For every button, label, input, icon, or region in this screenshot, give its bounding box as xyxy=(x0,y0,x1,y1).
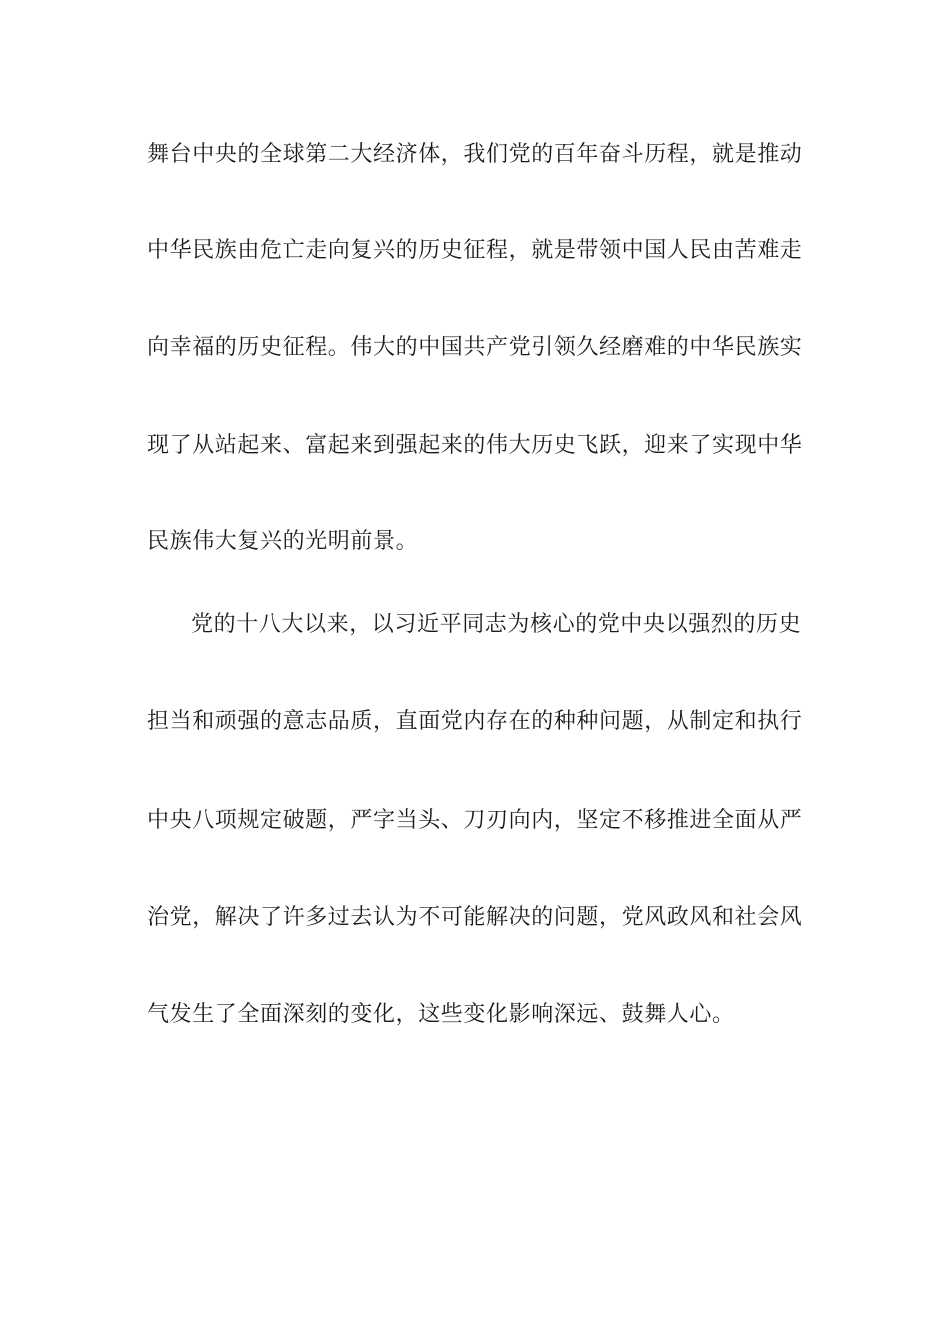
paragraph-1-line-4: 现了从站起来、富起来到强起来的伟大历史飞跃，迎来了实现中华 xyxy=(147,433,803,458)
paragraph-1-line-2: 中华民族由危亡走向复兴的历史征程，就是带领中国人民由苦难走 xyxy=(147,238,803,263)
paragraph-1-line-3: 向幸福的历史征程。伟大的中国共产党引领久经磨难的中华民族实 xyxy=(147,335,803,360)
paragraph-2-line-5: 气发生了全面深刻的变化，这些变化影响深远、鼓舞人心。 xyxy=(147,1002,735,1027)
paragraph-1-line-5: 民族伟大复兴的光明前景。 xyxy=(147,529,419,554)
paragraph-1-line-1: 舞台中央的全球第二大经济体，我们党的百年奋斗历程，就是推动 xyxy=(147,142,803,167)
paragraph-2-line-3: 中央八项规定破题，严字当头、刀刃向内，坚定不移推进全面从严 xyxy=(147,808,803,833)
paragraph-2-line-4: 治党，解决了许多过去认为不可能解决的问题，党风政风和社会风 xyxy=(147,905,803,930)
paragraph-2-line-2: 担当和顽强的意志品质，直面党内存在的种种问题，从制定和执行 xyxy=(147,709,803,734)
paragraph-2-line-1: 党的十八大以来，以习近平同志为核心的党中央以强烈的历史 xyxy=(191,612,802,637)
